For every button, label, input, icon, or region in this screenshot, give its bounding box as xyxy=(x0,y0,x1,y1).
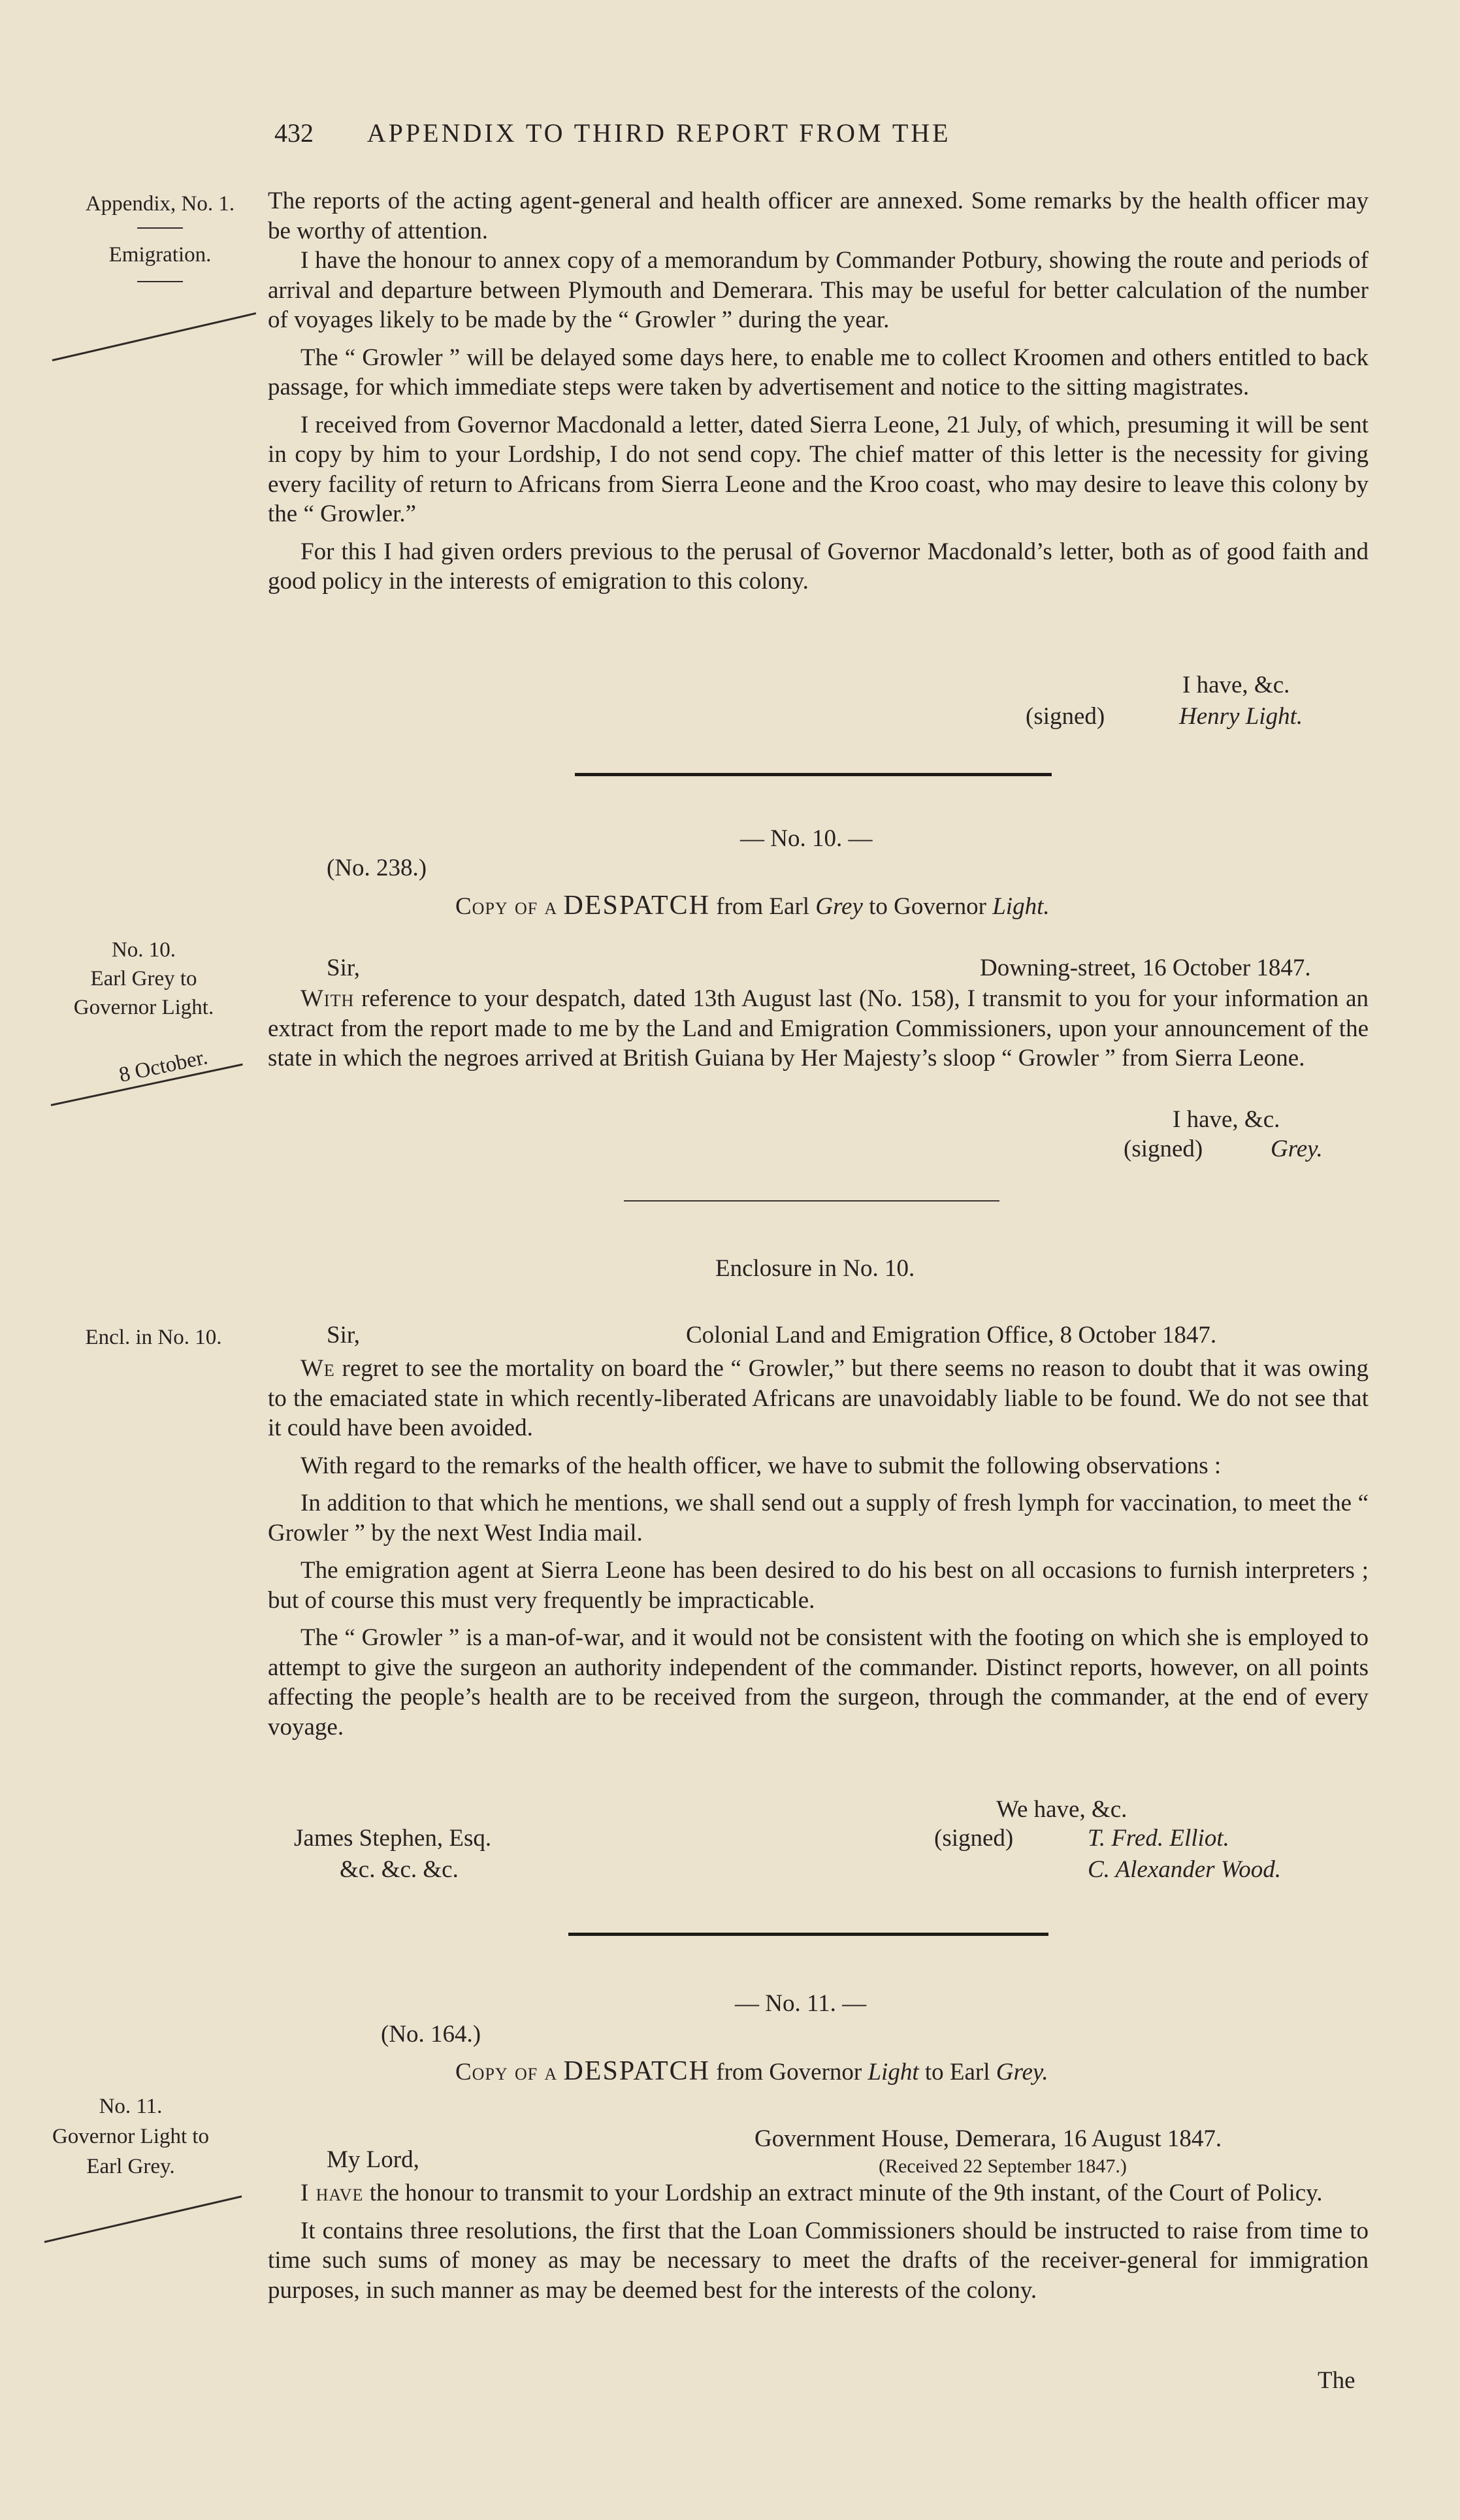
place-date: Colonial Land and Emigration Office, 8 October 1847. xyxy=(686,1322,1217,1349)
addressee-title: &c. &c. &c. xyxy=(340,1856,459,1883)
despatch-heading: Copy of a DESPATCH from Governor Light to Earl Grey. xyxy=(455,2056,1048,2086)
paragraph: It contains three resolutions, the first that the Loan Commissioners should be instructed to raise from time to time such sums of money as may be necessary to meet the drafts of the receiver-general for immigration purposes, in such manner as may be deemed best for the interests of the colony. xyxy=(268,2217,1369,2304)
place-date: Downing-street, 16 October 1847. xyxy=(980,955,1311,981)
paragraph: For this I had given orders previous to the perusal of Governor Macdonald’s letter, both as of good faith and good policy in the interests of emigration to this colony. xyxy=(268,538,1369,595)
margin-note-no11-from: Governor Light to xyxy=(52,2125,210,2148)
paragraph: With regard to the remarks of the health officer, we have to submit the following observations : xyxy=(300,1452,1222,1479)
margin-note-no11: No. 11. xyxy=(99,2095,163,2118)
letter-body-1 xyxy=(268,186,1369,597)
paragraph: The “ Growler ” will be delayed some days here, to enable me to collect Kroomen and others entitled to back passage, for which immediate steps were taken by advertisement and notice to the sitting magistrates. xyxy=(268,344,1369,401)
margin-note-no11-to: Earl Grey. xyxy=(86,2155,175,2178)
despatch-reference: (No. 164.) xyxy=(381,2021,481,2048)
document-number: — No. 10. — xyxy=(740,825,873,852)
paragraph: The reports of the acting agent-general and health officer are annexed. Some remarks by the health officer may be worthy of attention. xyxy=(268,188,1369,244)
salutation: Sir, xyxy=(327,1322,360,1349)
page-number: 432 xyxy=(274,118,314,148)
margin-note-appendix: Appendix, No. 1. xyxy=(85,192,235,216)
document-number: — No. 11. — xyxy=(735,1990,867,2017)
letter-body-2: With reference to your despatch, dated 13th August last (No. 158), I transmit to you for your information an extract from the report made to me by the Land and Emigration Commissioners, upon your announcement of the state in which the negroes arrived at British Guiana by Her Majesty’s sloop “ Growler ” from Sierra Leone. xyxy=(268,985,1369,1072)
despatch-reference: (No. 238.) xyxy=(327,855,427,881)
signer-name: T. Fred. Elliot. xyxy=(1088,1825,1229,1852)
section-divider xyxy=(624,1200,999,1202)
margin-stroke xyxy=(44,2195,242,2243)
paragraph: In addition to that which he mentions, we shall send out a supply of fresh lymph for vaccination, to meet the “ Growler ” by the next West India mail. xyxy=(268,1490,1369,1546)
salutation: My Lord, xyxy=(327,2146,419,2173)
paragraph: I received from Governor Macdonald a letter, dated Sierra Leone, 21 July, of which, presuming it will be sent in copy by him to your Lordship, I do not send copy. The chief matter of this letter is the necessity for giving every facility of return to Africans from Sierra Leone and the Kroo coast, who may desire to leave this colony by the “ Growler.” xyxy=(268,411,1369,527)
letter-body-3: I have the honour to transmit to your Lordship an extract minute of the 9th instant, of the Court of Policy. It contains three resolutions, the first that the Loan Commissioners should be instructed to raise from time to time such sums of money as may be necessary to meet the drafts of the receiver-general for immigration purposes, in such manner as may be deemed best for the interests of the colony. xyxy=(268,2178,1369,2305)
addressee-name: James Stephen, Esq. xyxy=(294,1825,492,1852)
signed-label: (signed) xyxy=(934,1825,1014,1852)
running-title: APPENDIX TO THIRD REPORT FROM THE xyxy=(366,118,951,148)
enclosure-body: We regret to see the mortality on board the “ Growler,” but there seems no reason to doubt that it was owing to the emaciated state in which recently-liberated Africans are unavoidably liable to be found. We do not see that it could have been avoided. With regard to the remarks of the health officer, we have to submit the following observations : In addition to that which he mentions, we shall send out a supply of fresh lymph for vaccination, to meet the “ Growler ” by the next West India mail. The emigration agent at Sierra Leone has been desired to do his best on all occasions to furnish interpreters ; but of course this must very frequently be impracticable. The “ Growler ” is a man-of-war, and it would not be consistent with the footing on which she is employed to attempt to give the surgeon an authority independent of the commander. Distinct reports, however, on all points affecting the people’s health are to be received from the surgeon, through the commander, at the end of every voyage. xyxy=(268,1354,1369,1742)
margin-note-emigration: Emigration. xyxy=(108,243,212,267)
closing: I have, &c. xyxy=(1173,1106,1280,1133)
closing: We have, &c. xyxy=(996,1796,1127,1823)
margin-note-no10-date: 8 October. xyxy=(117,1045,210,1087)
received-date: (Received 22 September 1847.) xyxy=(879,2155,1127,2177)
margin-note-no10-from: Earl Grey to xyxy=(90,967,197,990)
enclosure-title: Enclosure in No. 10. xyxy=(715,1255,915,1282)
margin-note-no10: No. 10. xyxy=(111,938,176,962)
margin-rule xyxy=(137,227,183,229)
margin-rule xyxy=(137,281,183,282)
place-date: Government House, Demerara, 16 August 1847. xyxy=(754,2125,1222,2152)
despatch-heading: Copy of a DESPATCH from Earl Grey to Governor Light. xyxy=(455,891,1050,921)
section-divider xyxy=(575,773,1052,776)
signed-label: (signed) xyxy=(1026,703,1105,730)
salutation: Sir, xyxy=(327,955,360,981)
paragraph: I have the honour to annex copy of a memorandum by Commander Potbury, showing the route and periods of arrival and departure between Plymouth and Demerara. This may be useful for better calculation of the number of voyages likely to be made by the “ Growler ” during the year. xyxy=(268,247,1369,333)
signed-label: (signed) xyxy=(1124,1136,1203,1162)
section-divider xyxy=(568,1933,1048,1936)
paragraph: The emigration agent at Sierra Leone has been desired to do his best on all occasions to furnish interpreters ; but of course this must very frequently be impracticable. xyxy=(268,1557,1369,1614)
margin-note-enclosure: Encl. in No. 10. xyxy=(85,1326,222,1349)
signer-name: Grey. xyxy=(1271,1136,1323,1162)
closing: I have, &c. xyxy=(1182,672,1290,698)
running-header xyxy=(274,118,1385,148)
signer-name: C. Alexander Wood. xyxy=(1088,1856,1281,1883)
catchword: The xyxy=(1318,2367,1355,2394)
margin-note-no10-to: Governor Light. xyxy=(73,996,214,1019)
signer-name: Henry Light. xyxy=(1179,703,1303,730)
margin-stroke xyxy=(52,312,256,361)
paragraph: The “ Growler ” is a man-of-war, and it would not be consistent with the footing on which she is employed to attempt to give the surgeon an authority independent of the commander. Distinct reports, however, on all points affecting the people’s health are to be received from the surgeon, through the commander, at the end of every voyage. xyxy=(268,1624,1369,1741)
